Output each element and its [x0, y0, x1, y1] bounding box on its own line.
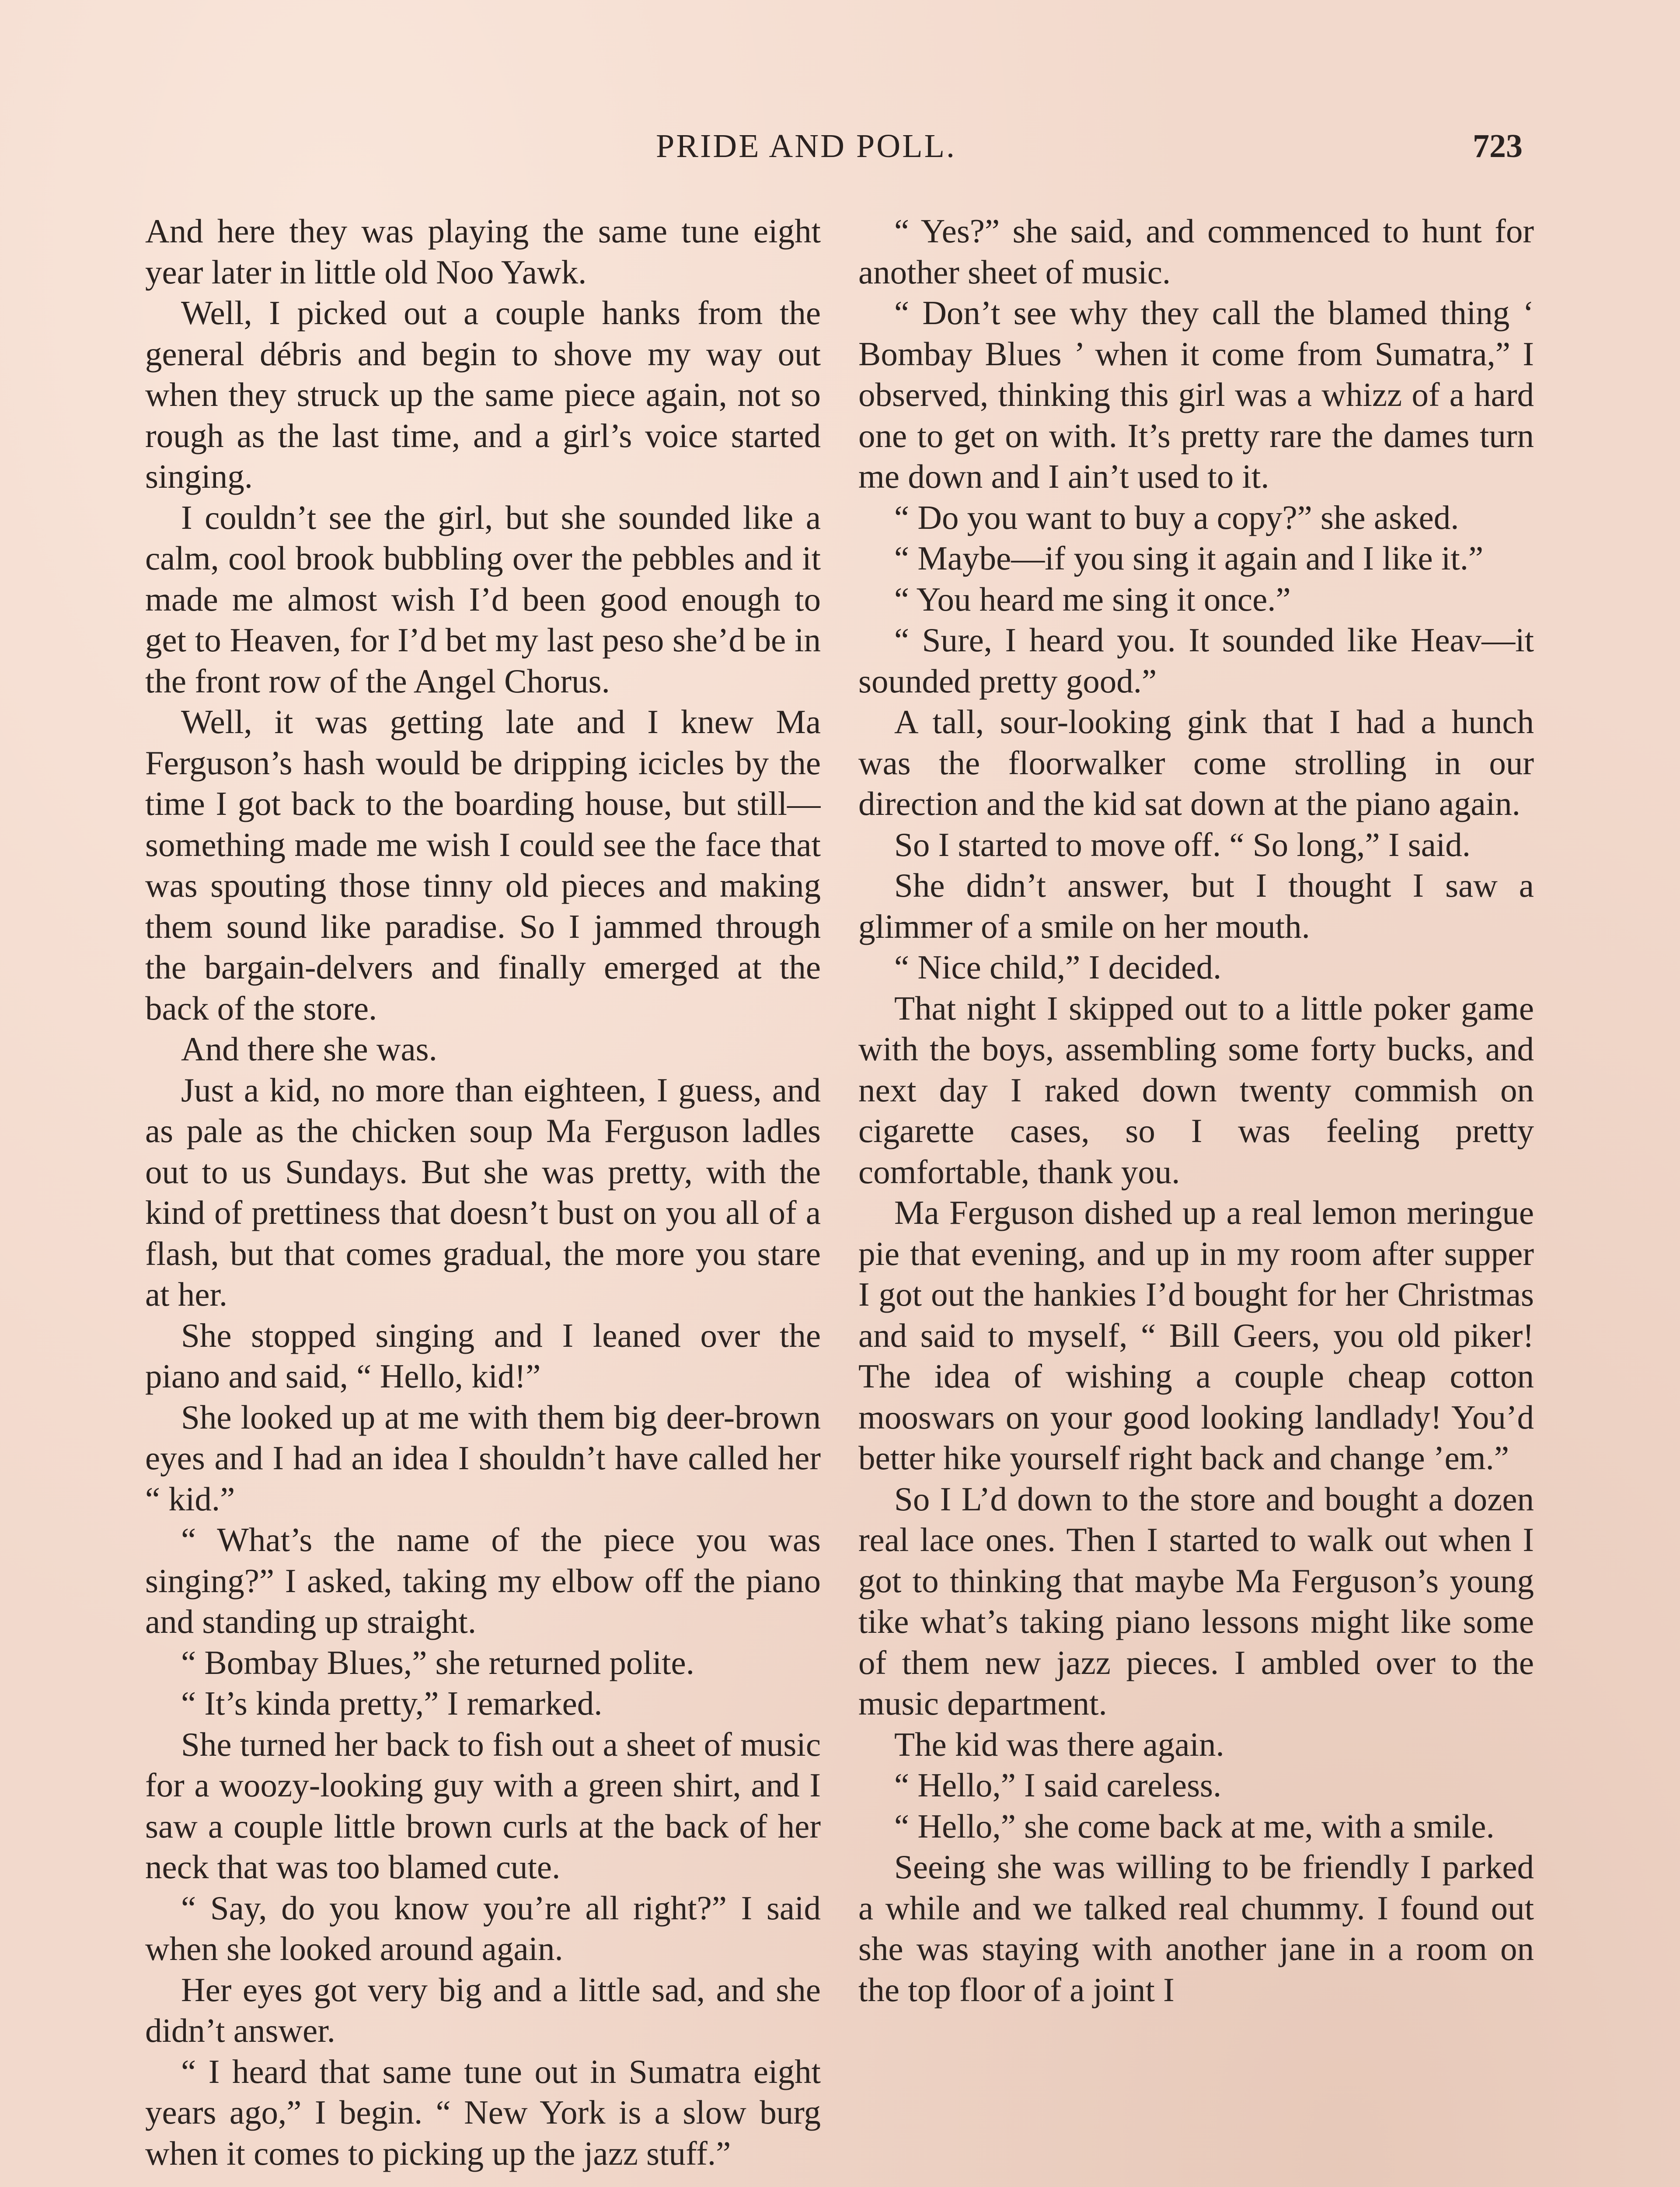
- paragraph: Ma Ferguson dished up a real lemon meringue pie that evening, and up in my room after supper I got out the hankies I’d bought for her Christmas and said to myself, “ Bill Geers, you old piker! The idea of wishing a couple cheap cotton mooswars on your good looking landlady! You’d better hike yourself right back and change ’em.”: [858, 1194, 1534, 1477]
- paragraph: And here they was playing the same tune eight year later in little old Noo Yawk.: [145, 212, 821, 291]
- paragraph: The kid was there again.: [894, 1725, 1224, 1763]
- paragraph: Her eyes got very big and a little sad, and she didn’t answer.: [145, 1970, 821, 2049]
- paragraph: “ Sure, I heard you. It sounded like Heav—it sounded pretty good.”: [858, 621, 1534, 700]
- paragraph: She turned her back to fish out a sheet of music for a woozy-looking guy with a green shirt, and I saw a couple little brown curls at the back of her neck that was too blamed cute.: [145, 1725, 821, 1886]
- page-number: 723: [1473, 128, 1523, 164]
- paragraph: “ What’s the name of the piece you was singing?” I asked, taking my elbow off the piano and standing up straight.: [145, 1521, 821, 1640]
- paragraph: I couldn’t see the girl, but she sounded like a calm, cool brook bubbling over the pebbles and it made me almost wish I’d been good enough to get to Heaven, for I’d bet my last peso she’d be in the front row of the Angel Chorus.: [145, 498, 821, 700]
- paragraph: “ Hello,” she come back at me, with a smile.: [894, 1807, 1495, 1845]
- paragraph: She didn’t answer, but I thought I saw a glimmer of a smile on her mouth.: [858, 866, 1534, 945]
- paragraph: Seeing she was willing to be friendly I parked a while and we talked real chummy. I found out she was staying with another jane in a room on the top floor of a joint I: [858, 1848, 1534, 2009]
- paragraph: Well, it was getting late and I knew Ma Ferguson’s hash would be dripping icicles by the time I got back to the boarding house, but still—something made me wish I could see the face that was spouting those tinny old pieces and making them sound like paradise. So I jammed through the bargain-delvers and finally emerged at the back of the store.: [145, 703, 821, 1027]
- paragraph: A tall, sour-looking gink that I had a hunch was the floorwalker come strolling in our direction and the kid sat down at the piano again.: [858, 703, 1534, 822]
- paragraph: “ Bombay Blues,” she returned polite.: [181, 1643, 694, 1681]
- paragraph: So I started to move off. “ So long,” I said.: [894, 825, 1471, 863]
- paragraph: Well, I picked out a couple hanks from the general débris and begin to shove my way out when they struck up the same piece again, not so rough as the last time, and a girl’s voice started singing.: [145, 294, 821, 495]
- paragraph: She stopped singing and I leaned over the piano and said, “ Hello, kid!”: [145, 1316, 821, 1395]
- paragraph: “ You heard me sing it once.”: [894, 580, 1291, 618]
- paragraph: “ I heard that same tune out in Sumatra eight years ago,” I begin. “ New York is a slow burg when it comes to picking up the jazz stuff.”: [145, 2052, 821, 2172]
- paragraph: “ Maybe—if you sing it again and I like it.”: [894, 539, 1484, 577]
- paragraph: Just a kid, no more than eighteen, I guess, and as pale as the chicken soup Ma Ferguson ladles out to us Sundays. But she was pretty, with the kind of prettiness that doesn’t bust on you all of a flash, but that comes gradual, the more you stare at her.: [145, 1071, 821, 1313]
- paragraph: She looked up at me with them big deer-brown eyes and I had an idea I shouldn’t have called her “ kid.”: [145, 1398, 821, 1518]
- paragraph: “ Nice child,” I decided.: [894, 948, 1222, 986]
- paragraph: “ Yes?” she said, and commenced to hunt for another sheet of music.: [858, 212, 1534, 291]
- left-text-column: [145, 211, 821, 2187]
- paragraph: “ It’s kinda pretty,” I remarked.: [181, 1684, 603, 1722]
- paragraph: And there she was.: [181, 1030, 437, 1068]
- right-text-column: [858, 211, 1534, 2187]
- running-head-title: PRIDE AND POLL.: [656, 128, 957, 164]
- paragraph: So I L’d down to the store and bought a dozen real lace ones. Then I started to walk out when I got to thinking that maybe Ma Ferguson’s young tike what’s taking piano lessons might like some of them new jazz pieces. I ambled over to the music department.: [858, 1480, 1534, 1722]
- paragraph: “ Don’t see why they call the blamed thing ‘ Bombay Blues ’ when it come from Sumatra,” I observed, thinking this girl was a whizz of a hard one to get on with. It’s pretty rare the dames turn me down and I ain’t used to it.: [858, 294, 1534, 495]
- paragraph: “ Say, do you know you’re all right?” I said when she looked around again.: [145, 1889, 821, 1967]
- paragraph: “ Do you want to buy a copy?” she asked.: [894, 498, 1459, 536]
- paragraph: “ Hello,” I said careless.: [894, 1766, 1222, 1804]
- paragraph: That night I skipped out to a little poker game with the boys, assembling some forty bucks, and next day I raked down twenty commish on cigarette cases, so I was feeling pretty comfortable, thank you.: [858, 989, 1534, 1191]
